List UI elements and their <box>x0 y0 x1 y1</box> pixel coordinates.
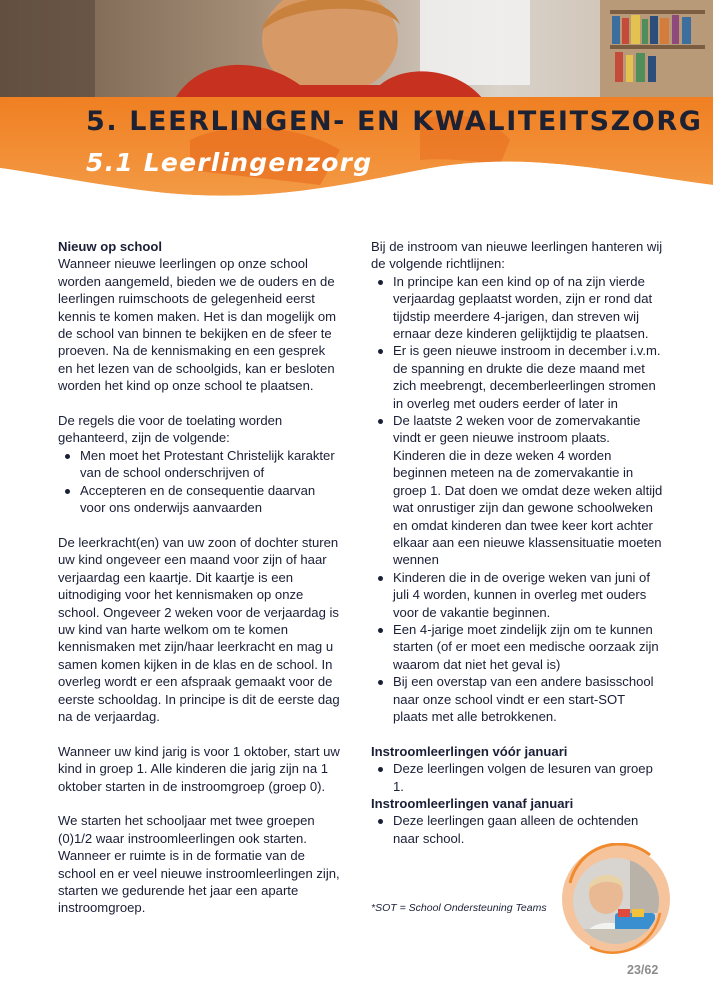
list-item: Deze leerlingen gaan alleen de ochtenden naar school. <box>393 812 663 847</box>
paragraph-october: Wanneer uw kind jarig is voor 1 oktober, start uw kind in groep 1. Alle kinderen die jarig zijn na 1 oktober starten in de instroomgroep (groep 0). <box>58 743 340 794</box>
after-january-list <box>371 812 663 847</box>
right-column <box>371 238 663 847</box>
section-subtitle: 5.1 Leerlingenzorg <box>86 148 373 177</box>
child-photo-image <box>560 843 672 955</box>
footnote: *SOT = School Ondersteuning Teams <box>371 902 547 914</box>
section-heading-nieuw-op-school: Nieuw op school <box>58 239 163 254</box>
list-item: In principe kan een kind op of na zijn vierde verjaardag geplaatst worden, zijn er rond dat tijdstip meerdere 4-jarigen, dan streven wij ernaar deze kinderen gelijktijdig te plaatsen. <box>393 273 663 343</box>
list-item: Men moet het Protestant Christelijk karakter van de school onderschrijven of <box>80 447 343 482</box>
list-item: Deze leerlingen volgen de lesuren van groep 1. <box>393 760 663 795</box>
paragraph-guidelines-intro: Bij de instroom van nieuwe leerlingen hanteren wij de volgende richtlijnen: <box>371 239 663 272</box>
rules-list <box>58 447 343 517</box>
list-item: De laatste 2 weken voor de zomervakantie vindt er geen nieuwe instroom plaats. Kinderen die in deze weken 4 worden beginnen meteen na de zomervakantie in groep 1. Dat doen we omdat deze weken altijd wat onrustiger zijn dan gewone schoolweken en omdat kinderen dan twee keer kort achter elkaar aan een nieuwe klassensituatie moeten wennen <box>393 413 663 568</box>
page-number: 23/62 <box>627 963 659 977</box>
paragraph-intro: Wanneer nieuwe leerlingen op onze school worden aangemeld, bieden we de ouders en de leerlingen ruimschoots de gelegenheid eerst kennis te komen maken. Het is dan mogelijk om de school van binnen te bekijken en de sfeer te proeven. Na de kennismaking en een gesprek en het lezen van de schoolgids, kan er besloten worden het kind op onze school te plaatsen. <box>58 256 337 394</box>
page-title: 5. LEERLINGEN- EN KWALITEITSZORG <box>86 106 703 137</box>
list-item: Bij een overstap van een andere basisschool naar onze school vindt er een start-SOT plaats met alle betrokkenen. <box>393 673 663 725</box>
guidelines-list <box>371 273 663 726</box>
child-photo-circle <box>560 843 672 955</box>
list-item: Er is geen nieuwe instroom in december i.v.m. de spanning en drukte die deze maand met zich meebrengt, decemberleerlingen stromen in overleg met ouders eerder of later in <box>393 342 663 412</box>
heading-before-january: Instroomleerlingen vóór januari <box>371 743 568 759</box>
list-item: Een 4-jarige moet zindelijk zijn om te kunnen starten (of er moet een medische oorzaak zijn waarom dat niet het geval is) <box>393 621 663 673</box>
heading-after-january: Instroomleerlingen vanaf januari <box>371 795 574 811</box>
paragraph-invitation: De leerkracht(en) van uw zoon of dochter sturen uw kind ongeveer een maand voor zijn of haar verjaardag een kaartje. Dit kaartje is een uitnodiging voor het kennismaken op onze school. Ongeveer 2 weken voor de verjaardag is uw kind van harte welkom om te komen kennismaken met zijn/haar leerkracht en mag u samen komen kijken in de klas en de school. In overleg wordt er een afspraak gemaakt voor de eerste schooldag. In principe is dit de eerste dag na de verjaardag. <box>58 534 340 724</box>
list-item: Kinderen die in de overige weken van juni of juli 4 worden, kunnen in overleg met ouders voor de vakantie beginnen. <box>393 569 663 621</box>
left-column <box>58 238 343 917</box>
paragraph-groups: We starten het schooljaar met twee groepen (0)1/2 waar instroomleerlingen ook starten. Wanneer er ruimte is in de formatie van de school en er veel nieuwe instroomleerlingen zijn, starten we gedurende het jaar een aparte instroomgroep. <box>58 813 340 916</box>
paragraph-rules-intro: De regels die voor de toelating worden gehanteerd, zijn de volgende: <box>58 413 283 446</box>
list-item: Accepteren en de consequentie daarvan voor ons onderwijs aanvaarden <box>80 482 343 517</box>
header-banner <box>0 0 713 225</box>
before-january-list <box>371 760 663 795</box>
